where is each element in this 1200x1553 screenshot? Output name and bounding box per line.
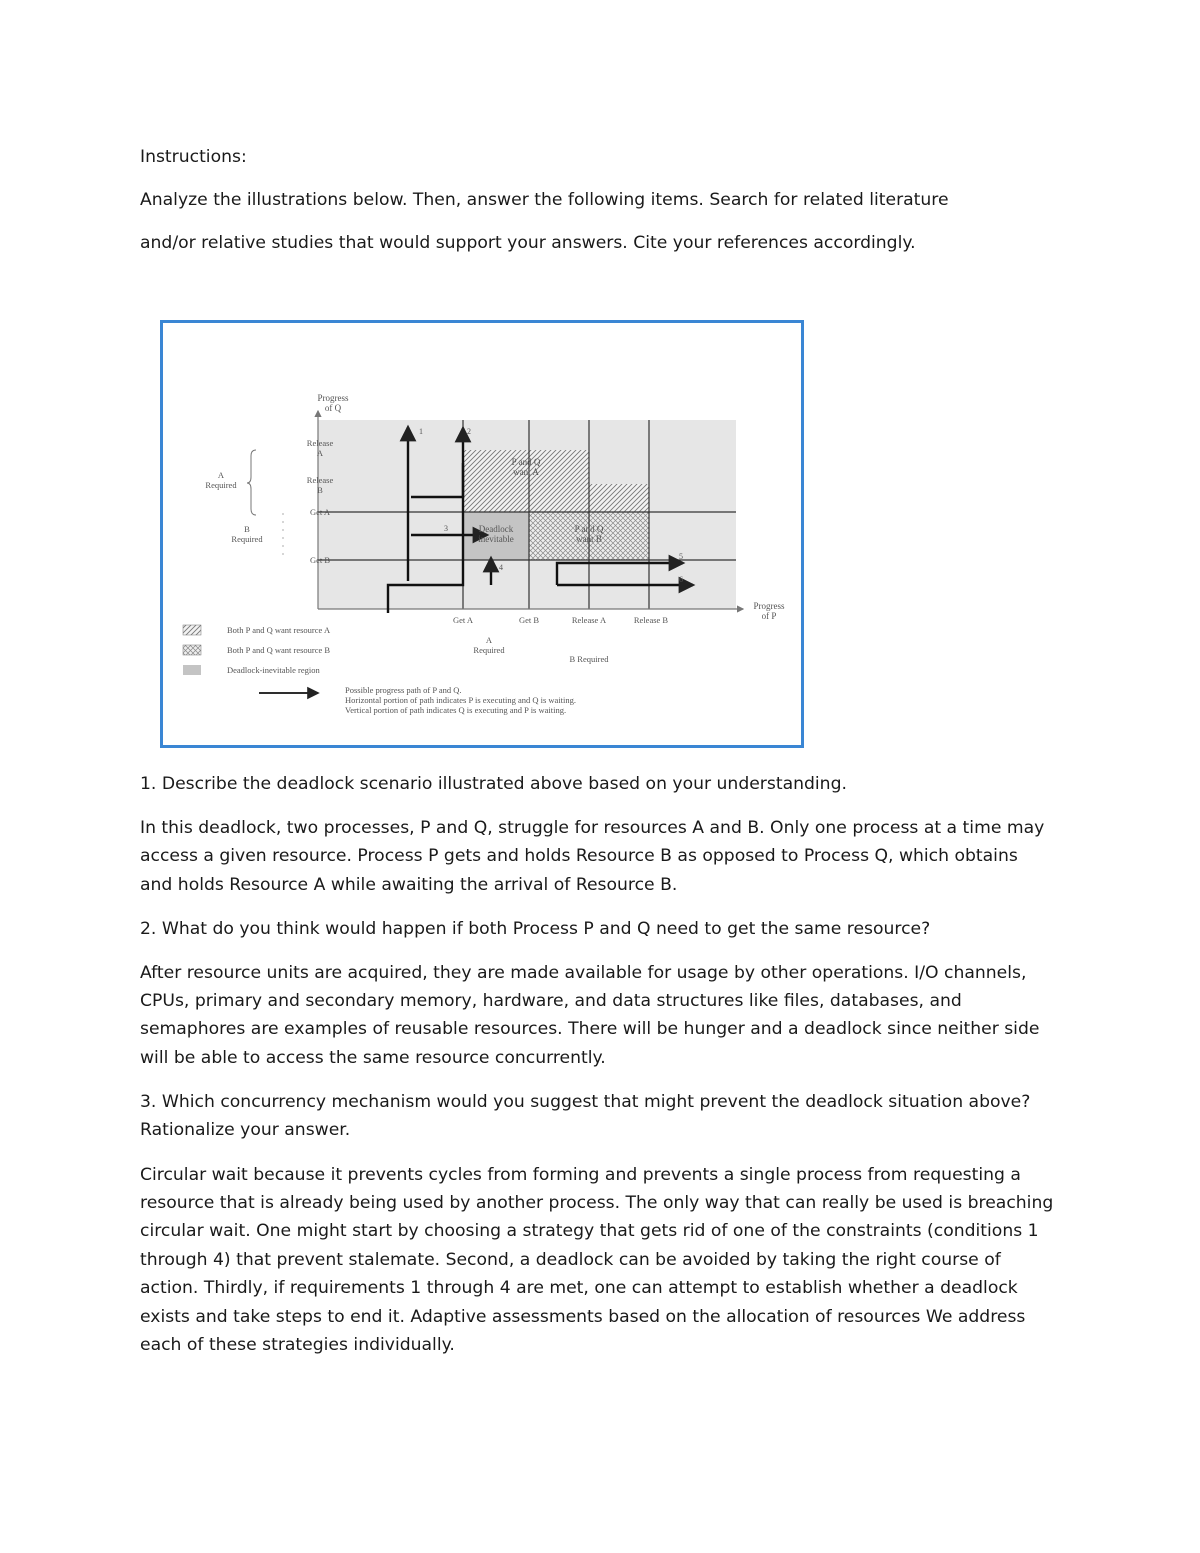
path-number-2: 2 — [467, 427, 471, 436]
q3-answer-line-2: resource that is already being used by another process. The only way that can really be used is breaching — [140, 1193, 1054, 1213]
q1-answer-line-2: access a given resource. Process P gets and holds Resource B as opposed to Process Q, which obtains — [140, 846, 1018, 866]
q3-answer-line-5: action. Thirdly, if requirements 1 through 4 are met, one can attempt to establish whether a deadlock — [140, 1278, 1018, 1298]
y-axis-title-2: of Q — [324, 403, 342, 413]
region-want-b-label-1: P and Q — [574, 524, 604, 534]
q1-question: 1. Describe the deadlock scenario illustrated above based on your understanding. — [140, 774, 847, 794]
a-required-left-1: A — [217, 470, 225, 480]
legend-path-line-1: Possible progress path of P and Q. — [345, 685, 462, 695]
region-want-a — [463, 484, 649, 512]
path-number-5: 5 — [679, 552, 683, 561]
path-number-6: 6 — [679, 575, 683, 584]
legend-path-line-2: Horizontal portion of path indicates P is executing and Q is waiting. — [345, 695, 577, 705]
q3-answer-line-1: Circular wait because it prevents cycles from forming and prevents a single process from requesting a — [140, 1165, 1021, 1185]
legend-want-b-label: Both P and Q want resource B — [227, 645, 331, 655]
region-deadlock-label-1: Deadlock — [478, 524, 514, 534]
y-label-release-b-2: B — [317, 485, 323, 495]
q3-answer-line-3: circular wait. One might start by choosing a strategy that gets rid of one of the constraints (conditions 1 — [140, 1221, 1039, 1241]
q3-question-line-1: 3. Which concurrency mechanism would you suggest that might prevent the deadlock situation above? — [140, 1092, 1031, 1112]
q2-question: 2. What do you think would happen if both Process P and Q need to get the same resource? — [140, 919, 931, 939]
a-required-left-2: Required — [205, 480, 237, 490]
x-axis-title-1: Progress — [753, 601, 785, 611]
q3-answer-line-4: through 4) that prevent stalemate. Second, a deadlock can be avoided by taking the right course of — [140, 1250, 1001, 1270]
q2-answer-line-4: will be able to access the same resource concurrently. — [140, 1048, 606, 1068]
x-label-release-a: Release A — [571, 615, 607, 625]
legend-deadlock-label: Deadlock-inevitable region — [227, 665, 320, 675]
a-required-bottom-2: Required — [473, 645, 505, 655]
instructions-line-1: Analyze the illustrations below. Then, answer the following items. Search for related literature — [140, 190, 949, 210]
y-axis-title-1: Progress — [317, 393, 349, 403]
x-label-get-a: Get A — [452, 615, 474, 625]
a-required-bottom-1: A — [485, 635, 493, 645]
deadlock-figure — [160, 320, 804, 748]
b-required-left-1: B — [244, 524, 250, 534]
y-label-get-b: Get B — [309, 555, 331, 565]
q1-answer-line-3: and holds Resource A while awaiting the arrival of Resource B. — [140, 875, 678, 895]
legend-want-a-swatch — [183, 625, 201, 635]
q2-answer-line-1: After resource units are acquired, they are made available for usage by other operations. I/O channels, — [140, 963, 1027, 983]
region-want-a-label-2: want A — [513, 467, 539, 477]
path-number-3: 3 — [444, 524, 448, 533]
b-required-left-2: Required — [231, 534, 263, 544]
q3-answer-line-7: each of these strategies individually. — [140, 1335, 455, 1355]
y-label-release-a-1: Release — [306, 438, 334, 448]
q3-question-line-2: Rationalize your answer. — [140, 1120, 351, 1140]
q2-answer-line-3: semaphores are examples of reusable resources. There will be hunger and a deadlock since neither side — [140, 1019, 1040, 1039]
q1-answer-line-1: In this deadlock, two processes, P and Q, struggle for resources A and B. Only one process at a time may — [140, 818, 1045, 838]
legend-want-b-swatch — [183, 645, 201, 655]
deadlock-diagram — [163, 323, 801, 745]
legend-path-line-3: Vertical portion of path indicates Q is executing and P is waiting. — [345, 705, 567, 715]
region-want-b-label-2: want B — [576, 534, 602, 544]
legend-want-a-label: Both P and Q want resource A — [227, 625, 331, 635]
x-axis-title-2: of P — [761, 611, 777, 621]
x-label-get-b: Get B — [518, 615, 540, 625]
instructions-heading: Instructions: — [140, 147, 247, 167]
y-label-get-a: Get A — [309, 507, 331, 517]
y-label-release-a-2: A — [316, 448, 324, 458]
q3-answer-line-6: exists and take steps to end it. Adaptive assessments based on the allocation of resources We address — [140, 1307, 1026, 1327]
legend-deadlock-swatch — [183, 665, 201, 675]
instructions-line-2: and/or relative studies that would support your answers. Cite your references accordingly. — [140, 233, 916, 253]
region-want-a-label-1: P and Q — [511, 457, 541, 467]
q2-answer-line-2: CPUs, primary and secondary memory, hardware, and data structures like files, databases, and — [140, 991, 962, 1011]
b-required-bottom: B Required — [569, 654, 609, 664]
path-number-4: 4 — [499, 563, 503, 572]
region-deadlock-label-2: inevitable — [478, 534, 514, 544]
a-required-brace — [247, 450, 256, 515]
x-label-release-b: Release B — [633, 615, 669, 625]
path-number-1: 1 — [419, 427, 423, 436]
y-label-release-b-1: Release — [306, 475, 334, 485]
